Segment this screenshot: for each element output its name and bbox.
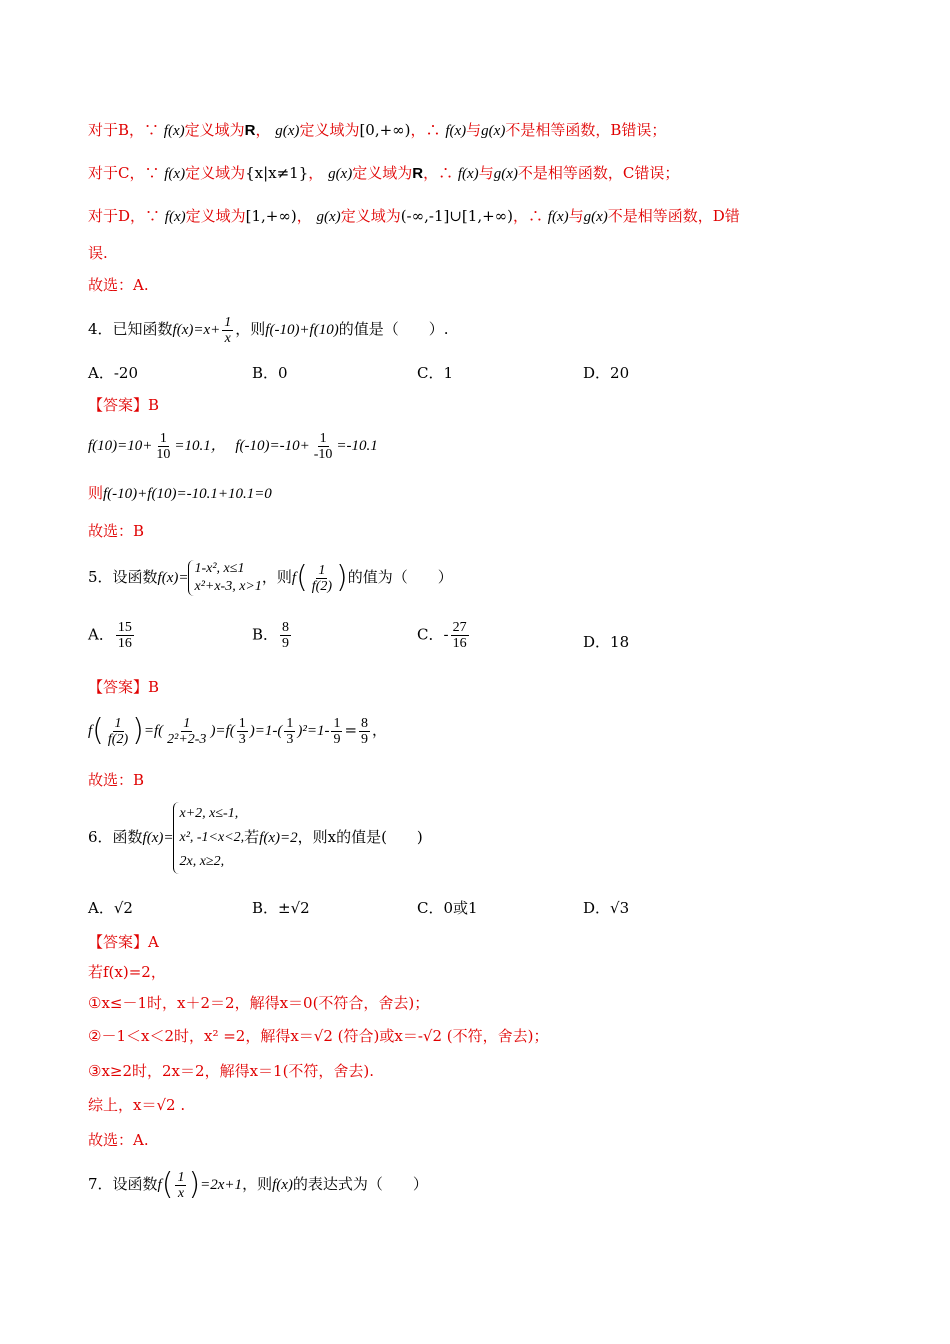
q5-option-b[interactable]: B． $\frac{8}{9}$ (252, 620, 290, 651)
q6-solution-4: ③x≥2时，2x＝2，解得x＝1(不符，舍去). (88, 1062, 375, 1080)
q5-choose: 故选：B (88, 771, 145, 789)
g-of-x: g(x) (328, 166, 353, 182)
q7-fx: f(x) (272, 1177, 293, 1193)
domain-text: 定义域为 (184, 121, 245, 139)
q6-option-a[interactable]: A．√2 (88, 899, 133, 917)
f-domain: {x|x≠1} (245, 164, 309, 182)
g-of-x: g(x) (481, 123, 506, 139)
q4-solution-2: 则f(-10)+f(10)=-10.1+10.1=0 (88, 484, 272, 502)
q4-option-b[interactable]: B．0 (252, 364, 288, 382)
q4-expression: f(-10)+f(10) (265, 322, 339, 338)
q5-solution: f( $\frac{1}{f(2)}$ )=f( $\frac{1}{\text{2²+2-3}}$ )=f( $\frac{1}{3}$ )=1-( $\frac{1}{3}$ )²=1- $\frac{1}{9}$ = $\frac{8}{9}$ ， (88, 713, 388, 748)
domain-text: 定义域为 (299, 121, 360, 139)
q6-solution-1: 若f(x)=2， (88, 963, 166, 981)
q6-choose: 故选：A. (88, 1131, 149, 1149)
and-text: 与 (466, 121, 482, 139)
f-of-x: f(x) (164, 209, 186, 225)
and-text: 与 (568, 207, 584, 225)
q4-option-c[interactable]: C．1 (417, 364, 454, 382)
q6-condition: f(x)=2 (259, 830, 298, 846)
solution-b-prefix: 对于B，∵ (88, 121, 164, 139)
q7-prefix: 7．设函数 (88, 1175, 158, 1193)
q6-solution-5: 综上，x＝√2 . (88, 1096, 186, 1114)
q4-option-a[interactable]: A．-20 (88, 364, 138, 382)
q7-rhs: =2x+1 (200, 1177, 243, 1193)
f-domain: [1,+∞) (245, 207, 297, 225)
g-of-x: g(x) (316, 209, 341, 225)
q7-fraction: $\frac{1}{x}$ (177, 1169, 185, 1201)
question-5-stem: 5．设函数f(x)= 1-x², x≤1 x²+x-3, x>1 ，则f( $\frac{1}{f(2)}$ )的值为（ ） (88, 560, 453, 595)
q5-end: 的值为（ ） (347, 568, 453, 586)
f-of-x: f(x) (445, 123, 467, 139)
q6-function: f(x)= (142, 830, 174, 846)
q4-fraction: $\frac{1}{x}$ (224, 314, 232, 346)
q6-end: ，则x的值是( ) (297, 828, 423, 846)
q4-frac-1: $\frac{1}{10}$ (156, 430, 171, 462)
domain-text: 定义域为 (185, 164, 246, 182)
choose-text: 故选：A. (88, 276, 149, 294)
solution-b-end: 不是相等函数，B错误； (505, 121, 667, 139)
f-of-x: f(x) (457, 166, 479, 182)
and-text: 与 (478, 164, 494, 182)
question-4-stem (88, 312, 449, 347)
q5-option-d[interactable]: D．18 (583, 633, 630, 651)
domain-text: 定义域为 (185, 207, 246, 225)
therefore-text: ，∴ (513, 207, 548, 225)
q4-choose: 故选：B (88, 522, 145, 540)
g-domain: R (412, 165, 424, 182)
q4-solution-1: f(10)=10+ $\frac{1}{10}$ =10.1， f(-10)=-10+ $\frac{1}{-10}$ =-10.1 (88, 430, 378, 462)
f-domain: R (244, 122, 256, 139)
domain-text: 定义域为 (352, 164, 413, 182)
q5-option-c[interactable]: C．- $\frac{27}{16}$ (417, 620, 467, 651)
g-domain: [0,+∞) (359, 121, 411, 139)
q5-piecewise: 1-x², x≤1 x²+x-3, x>1 (188, 560, 261, 596)
solution-c-prefix: 对于C，∵ (88, 164, 165, 182)
solution-d-end2: 误. (88, 244, 108, 262)
solution-d-end-line (88, 243, 108, 263)
question-6-stem (88, 802, 423, 874)
therefore-text: ，∴ (410, 121, 446, 139)
q4-mid: ，则 (235, 320, 266, 338)
q5-inner-fraction: $\frac{1}{f(2)}$ (311, 562, 333, 594)
g-of-x: g(x) (493, 166, 518, 182)
q7-mid: ，则 (242, 1175, 273, 1193)
q4-option-d[interactable]: D．20 (583, 364, 630, 382)
choose-line-3 (88, 275, 149, 295)
q6-piecewise: x+2, x≤-1, x², -1<x<2, 2x, x≥2, (173, 802, 244, 874)
f-of-x: f(x) (547, 209, 569, 225)
g-domain: (-∞,-1]∪[1,+∞) (400, 207, 513, 225)
q5-option-a[interactable]: A． $\frac{15}{16}$ (88, 620, 132, 651)
q4-end: 的值是（ ）. (338, 320, 449, 338)
g-of-x: g(x) (275, 123, 300, 139)
q4-function: f(x)=x+ (172, 322, 221, 338)
q4-frac-2: $\frac{1}{-10}$ (313, 430, 333, 462)
solution-c-line: 对于C，∵ f(x)定义域为{x|x≠1}， g(x)定义域为R，∴ f(x)与g(x)不是相等函数，C错误； (88, 164, 680, 182)
q6-answer: 【答案】A (88, 933, 159, 951)
q5-mid: ，则 (261, 568, 292, 586)
q6-option-d[interactable]: D．√3 (583, 899, 630, 917)
solution-d-line: 对于D，∵ f(x)定义域为[1,+∞)， g(x)定义域为(-∞,-1]∪[1,+∞)，∴ f(x)与g(x)不是相等函数，D错 (88, 207, 740, 225)
solution-c-end: 不是相等函数，C错误； (517, 164, 680, 182)
q6-option-b[interactable]: B．±√2 (252, 899, 310, 917)
q7-end: 的表达式为（ ） (292, 1175, 428, 1193)
q6-mid: 若 (244, 828, 260, 846)
solution-b-line: 对于B，∵ f(x)定义域为R， g(x)定义域为[0,+∞)，∴ f(x)与g(x)不是相等函数，B错误； (88, 121, 667, 139)
question-7-stem: 7．设函数f( $\frac{1}{x}$ )=2x+1，则f(x)的表达式为（ ） (88, 1167, 428, 1202)
q6-prefix: 6．函数 (88, 828, 143, 846)
solution-d-end: 不是相等函数，D错 (607, 207, 740, 225)
q4-answer: 【答案】B (88, 396, 160, 414)
q6-solution-2: ①x≤－1时，x＋2＝2，解得x＝0(不符合，舍去)； (88, 994, 430, 1012)
domain-text: 定义域为 (340, 207, 401, 225)
q5-prefix: 5．设函数 (88, 568, 158, 586)
g-of-x: g(x) (583, 209, 608, 225)
q4-prefix: 4．已知函数 (88, 320, 173, 338)
f-of-x: f(x) (164, 166, 186, 182)
f-of-x: f(x) (163, 123, 185, 139)
q5-function: f(x)= (157, 570, 189, 586)
solution-d-prefix: 对于D，∵ (88, 207, 165, 225)
q6-option-c[interactable]: C．0或1 (417, 899, 478, 917)
therefore-text: ，∴ (423, 164, 458, 182)
q6-solution-3: ②－1＜x＜2时，x² =2，解得x＝√2 (符合)或x＝-√2 (不符，舍去)； (88, 1027, 549, 1045)
q5-answer: 【答案】B (88, 678, 160, 696)
